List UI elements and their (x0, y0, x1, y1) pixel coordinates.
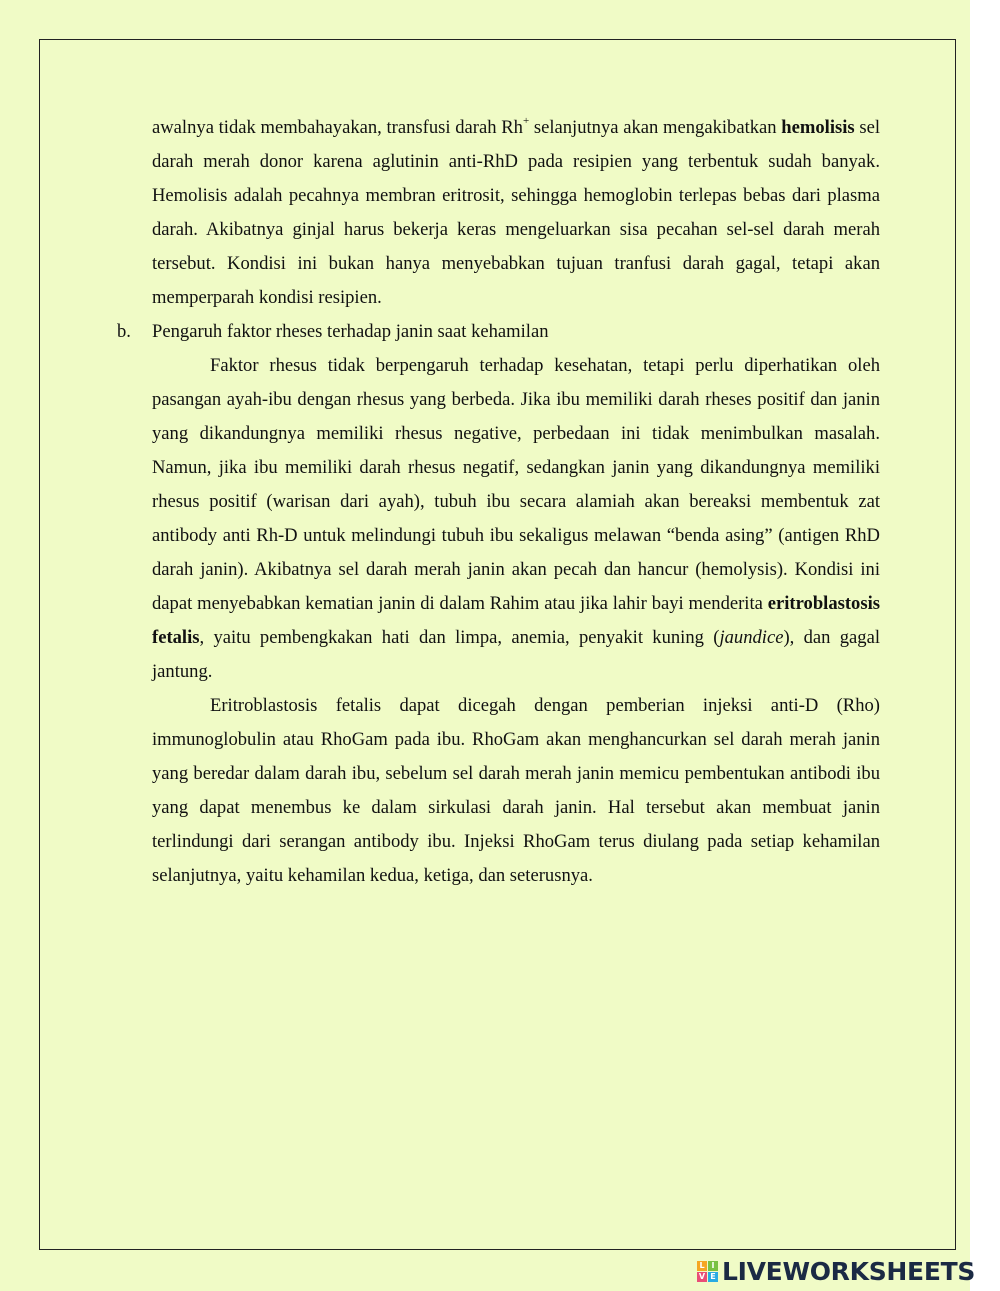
logo-letter: E (708, 1272, 718, 1282)
logo-letter: V (698, 1272, 706, 1281)
paragraph-rhogam: Eritroblastosis fetalis dapat dicegah dengan pemberian injeksi anti-D (Rho) immunoglobulin atau RhoGam pada ibu. RhoGam akan menghancurkan sel darah merah janin yang beredar dalam darah ibu, sebelum sel darah merah janin memicu pembentukan antibodi ibu yang dapat menembus ke dalam sirkulasi darah janin. Hal tersebut akan membuat janin terlindungi dari serangan antibody ibu. Injeksi RhoGam terus diulang pada setiap kehamilan selanjutnya, yaitu kehamilan kedua, ketiga, dan seterusnya. (152, 695, 880, 886)
liveworksheets-logo (697, 1255, 975, 1287)
text-run: Faktor rhesus tidak berpengaruh terhadap kesehatan, tetapi perlu diperhatikan oleh pasangan ayah-ibu dengan rhesus yang berbeda. Jika ibu memiliki darah rheses positif dan janin yang dikandungnya memiliki rhesus negative, perbedaan ini tidak menimbulkan masalah. Namun, jika ibu memiliki darah rhesus negatif, sedangkan janin yang dikandungnya memiliki rhesus positif (warisan dari ayah), tubuh ibu secara alamiah akan bereaksi membentuk zat antibody anti Rh-D untuk melindungi tubuh ibu sekaligus melawan “benda asing” (antigen RhD darah janin). Akibatnya sel darah merah janin akan pecah dan hancur (hemolysis). Kondisi ini dapat menyebabkan kematian janin di dalam Rahim atau jika lahir bayi menderita (152, 355, 880, 614)
list-item-heading: Pengaruh faktor rheses terhadap janin saat kehamilan (152, 321, 549, 342)
text-run: sel darah merah donor karena aglutinin anti-RhD pada resipien yang terbentuk sudah banyak. Hemolisis adalah pecahnya membran eritrosit, sehingga hemoglobin terlepas bebas dari plasma darah. Akibatnya ginjal harus bekerja keras mengeluarkan sisa pecahan sel-sel darah merah tersebut. Kondisi ini bukan hanya menyebabkan tujuan tranfusi darah gagal, tetapi akan memperparah kondisi resipien. (152, 117, 881, 308)
paragraph-rhesus (152, 349, 880, 689)
list-item-b (117, 315, 880, 349)
document-body (117, 111, 881, 893)
bold-term-eritroblastosis: eritroblastosis fetalis (152, 593, 880, 648)
bold-term-hemolisis: hemolisis (781, 117, 855, 138)
text-run: awalnya tidak membahayakan, transfusi darah Rh (152, 117, 523, 138)
text-run: ), dan gagal jantung. (152, 627, 881, 682)
logo-letter: L (697, 1261, 707, 1271)
paragraph-hemolisis (152, 111, 880, 315)
logo-icon (697, 1261, 718, 1282)
logo-wordmark: LIVEWORKSHEETS (722, 1256, 976, 1286)
logo-letter: I (708, 1261, 718, 1271)
italic-term-jaundice: jaundice (719, 627, 784, 648)
list-marker: b. (117, 321, 131, 342)
text-run: selanjutnya akan mengakibatkan (529, 117, 782, 138)
text-run: , yaitu pembengkakan hati dan limpa, anemia, penyakit kuning ( (199, 627, 720, 648)
superscript: + (522, 115, 530, 127)
